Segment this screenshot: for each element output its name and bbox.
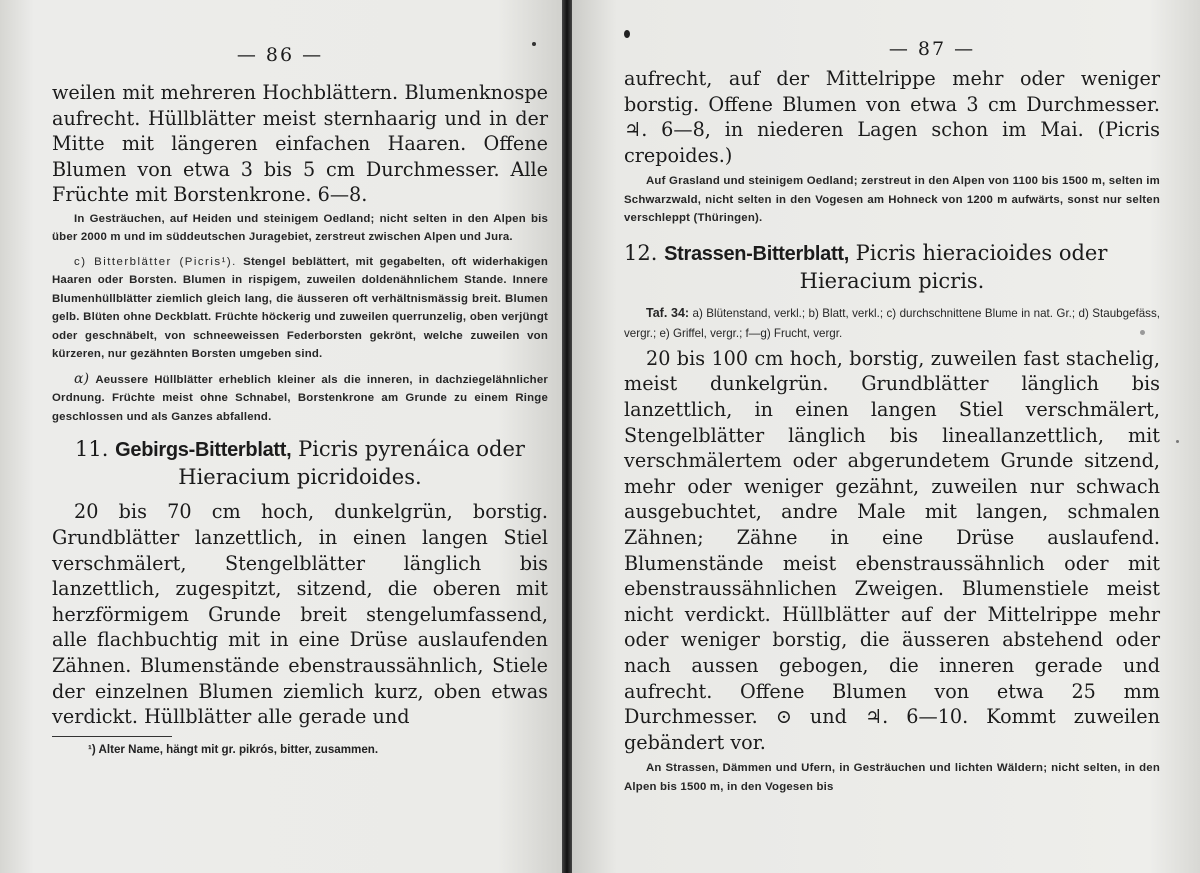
- habitat-note: In Gesträuchen, auf Heiden und steinigem Oedland; nicht selten in den Alpen bis über 2000 m und im süddeutschen Juragebiet, zerstreut zwischen Alpen und Jura.: [52, 212, 548, 244]
- habitat-note: An Strassen, Dämmen und Ufern, in Gesträuchen und lichten Wäldern; nicht selten, in den Alpen bis 1500 m, in den Vogesen bis: [624, 762, 1160, 793]
- latin-name: Picris pyrenáica oder: [298, 437, 525, 462]
- right-page: [566, 0, 1200, 873]
- species-name: Strassen-Bitterblatt,: [664, 242, 849, 265]
- genus-text: Stengel beblättert, mit gegabelten, oft widerhakigen Haaren oder Borsten. Blumen in rispigem, zuweilen doldenähnlichem Stande. Innere Blumenhüllblätter ziemlich gleich lang, die äusseren oft verhältnismässig breit. Blumen gelb. Blüten ohne Deckblatt. Früchte höckerig und zuweilen querrunzelig, oben verjüngt oder geschnäbelt, von schneeweissen Federborsten gekrönt, welche zuweilen von kürzeren, nur gezähnten Borsten umgeben sind.: [52, 255, 548, 361]
- left-page: [0, 0, 566, 873]
- group-marker: α): [74, 370, 90, 387]
- page-number: — 86 —: [236, 44, 324, 66]
- species-number: 11.: [75, 437, 109, 462]
- latin-synonym: Hieracium picridoides.: [178, 465, 422, 490]
- species-description: 20 bis 70 cm hoch, dunkelgrün, borstig. Grundblätter lanzettlich, in einen langen Stiel verschmälert, Stengelblätter länglich bis lanzettlich, zugespitzt, sitzend, die oberen mit herzförmigem Grunde breit stengelumfassend, alle flachbuchtig mit in eine Drüse auslaufenden Zähnen. Blumenstände ebenstraussähnlich, Stiele der einzelnen Blumen ziemlich kurz, oben etwas verdickt. Hüllblätter alle gerade und: [52, 500, 548, 729]
- latin-name: Picris hieracioides oder: [855, 240, 1108, 265]
- plate-reference: [624, 303, 1160, 344]
- genus-title: c) Bitterblätter (Picris¹).: [74, 255, 237, 268]
- plate-label: Taf. 34:: [646, 305, 690, 320]
- species-heading: [624, 240, 1160, 295]
- species-heading: [52, 436, 548, 491]
- scan-speck: [532, 42, 536, 46]
- group-description: [52, 370, 548, 427]
- group-text: Aeussere Hüllblätter erheblich kleiner als die inneren, in dachziegelähnlicher Ordnung. Früchte meist ohne Schnabel, Borstenkrone am Grunde zu einem Ringe geschlossen und als Ganzes abfallend.: [52, 373, 548, 423]
- habitat-note: Auf Grasland und steinigem Oedland; zerstreut in den Alpen von 1100 bis 1500 m, selten im Schwarzwald, nicht selten in den Vogesen am Hohneck von 1200 m aufwärts, sonst nur selten verschleppt (Thüringen).: [624, 175, 1160, 225]
- scan-speck: [1176, 440, 1179, 443]
- scan-speck: [624, 30, 630, 38]
- book-gutter: [562, 0, 572, 873]
- species-name: Gebirgs-Bitterblatt,: [115, 439, 292, 462]
- scan-speck: [1140, 330, 1145, 335]
- species-description: 20 bis 100 cm hoch, borstig, zuweilen fast stachelig, meist dunkelgrün. Grundblätter länglich bis lanzettlich, in einen langen Stiel verschmälert, Stengelblätter länglich bis lineallanzettlich, mit verschmälertem oder abgerundetem Grunde sitzend, mehr oder weniger gezähnt, zuweilen nur schwach ausgebuchtet, andre Male mit langen, schmalen Zähnen; Zähne in eine Drüse auslaufend. Blumenstände meist ebenstraussähnlich oder mit ebenstraussähnlichen Zweigen. Blumenstiele meist nicht verdickt. Hüllblätter auf der Mittelrippe mehr oder weniger borstig, die äusseren abstehend oder nach aussen gebogen, die inneren gerade und aufrecht. Offene Blumen von etwa 25 mm Durchmesser. ⊙ und ♃. 6—10. Kommt zuweilen gebändert vor.: [624, 346, 1160, 754]
- footnote: ¹) Alter Name, hängt mit gr. pikrós, bitter, zusammen.: [88, 742, 379, 756]
- paragraph: aufrecht, auf der Mittelrippe mehr oder weniger borstig. Offene Blumen von etwa 3 cm Durchmesser. ♃. 6—8, in niederen Lagen schon im Mai. (Picris crepoides.): [624, 67, 1160, 167]
- species-number: 12.: [624, 240, 658, 265]
- footnote-rule: [52, 736, 172, 737]
- plate-text: a) Blütenstand, verkl.; b) Blatt, verkl.; c) durchschnittene Blume in nat. Gr.; d) Staubgefäss, vergr.; e) Griffel, vergr.; f—g) Frucht, vergr.: [624, 306, 1160, 340]
- paragraph: weilen mit mehreren Hochblättern. Blumenknospe aufrecht. Hüllblätter meist sternhaarig und in der Mitte mit längeren einfachen Haaren. Offene Blumen von etwa 3 bis 5 cm Durchmesser. Alle Früchte mit Borstenkrone. 6—8.: [52, 81, 548, 207]
- latin-synonym: Hieracium picris.: [799, 268, 985, 293]
- page-number: — 87 —: [888, 38, 976, 60]
- genus-description: [52, 253, 548, 364]
